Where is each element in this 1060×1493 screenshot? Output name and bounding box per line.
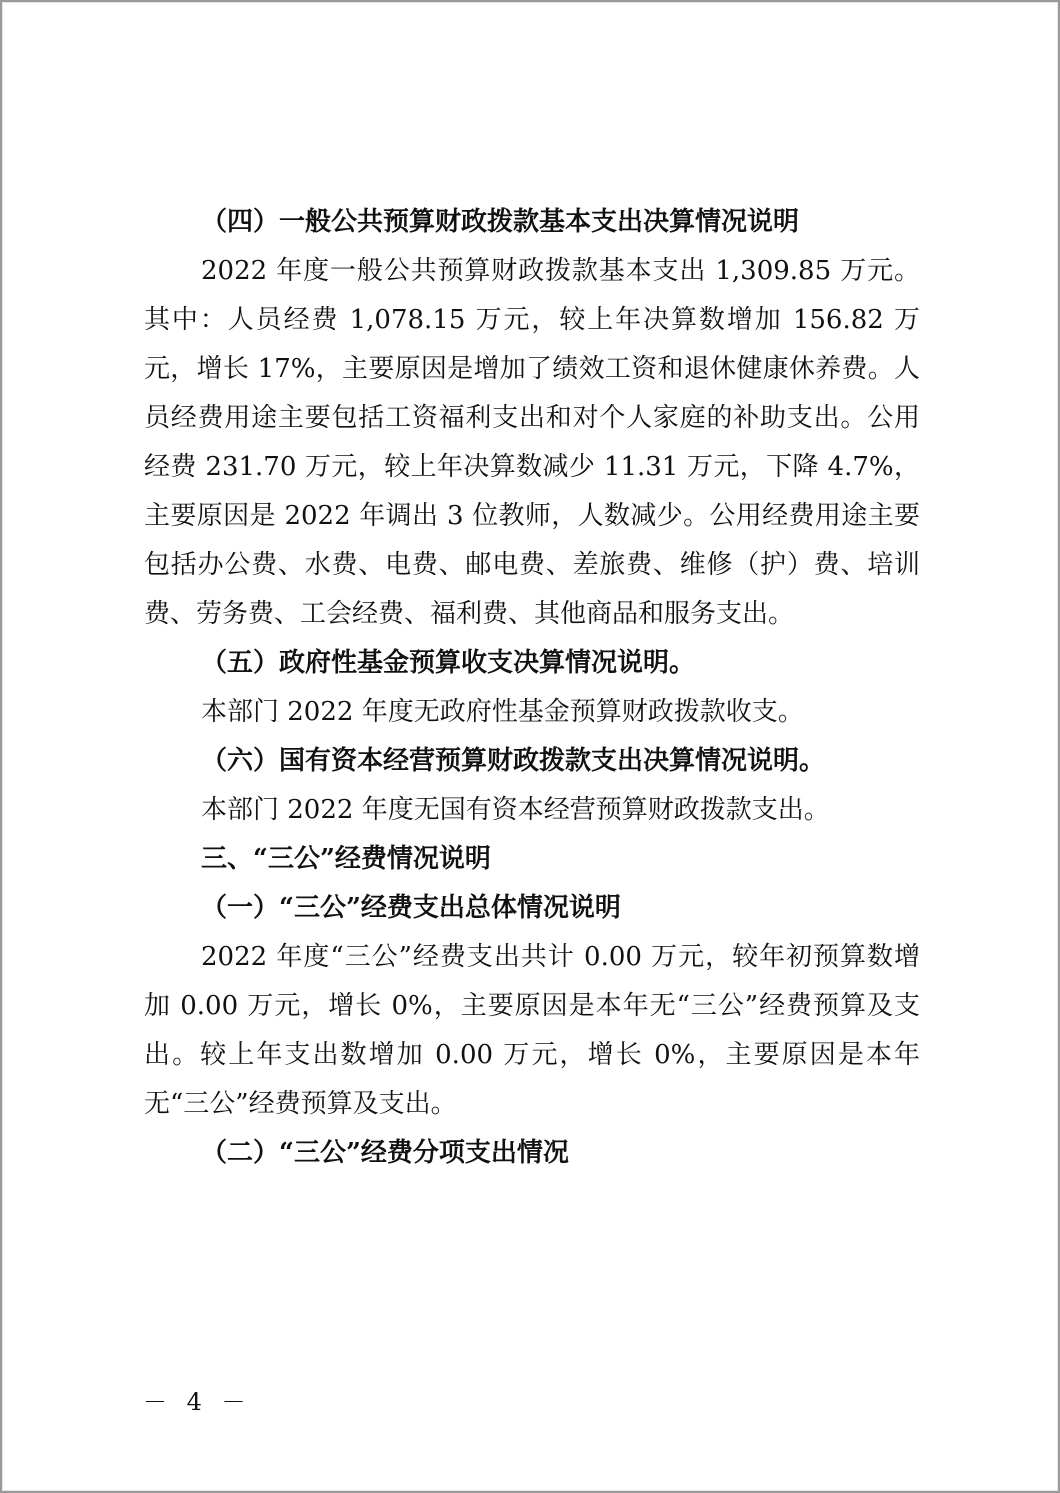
paragraph-basic-expenditure: 2022 年度一般公共预算财政拨款基本支出 1,309.85 万元。其中：人员经费 1,078.15 万元，较上年决算数增加 156.82 万元，增长 17%，主要原因是增加了绩效工资和退休健康休养费。人员经费用途主要包括工资福利支出和对个人家庭的补助支出。公用经费 231.70 万元，较上年决算数减少 11.31 万元，下降 4.7%，主要原因是 2022 年调出 3 位教师，人数减少。公用经费用途主要包括办公费、水费、电费、邮电费、差旅费、维修（护）费、培训费、劳务费、工会经费、福利费、其他商品和服务支出。 xyxy=(144,256,920,629)
section-heading-three-public-items: （二）“三公”经费分项支出情况 xyxy=(201,1138,569,1168)
document-body xyxy=(144,198,920,1178)
paragraph-three-public-overall: 2022 年度“三公”经费支出共计 0.00 万元，较年初预算数增加 0.00 万元，增长 0%，主要原因是本年无“三公”经费预算及支出。较上年支出数增加 0.00 万元，增长 0%，主要原因是本年无“三公”经费预算及支出。 xyxy=(144,942,920,1119)
chapter-heading-three-public: 三、“三公”经费情况说明 xyxy=(201,844,491,874)
section-heading-6: （六）国有资本经营预算财政拨款支出决算情况说明。 xyxy=(201,746,826,776)
page-number: － 4 － xyxy=(143,1388,252,1416)
section-heading-4: （四）一般公共预算财政拨款基本支出决算情况说明 xyxy=(201,207,800,237)
paragraph-government-fund: 本部门 2022 年度无政府性基金预算财政拨款收支。 xyxy=(201,697,804,727)
section-heading-5: （五）政府性基金预算收支决算情况说明。 xyxy=(201,648,696,678)
section-heading-three-public-overall: （一）“三公”经费支出总体情况说明 xyxy=(201,893,621,923)
paragraph-state-capital: 本部门 2022 年度无国有资本经营预算财政拨款支出。 xyxy=(201,795,830,825)
